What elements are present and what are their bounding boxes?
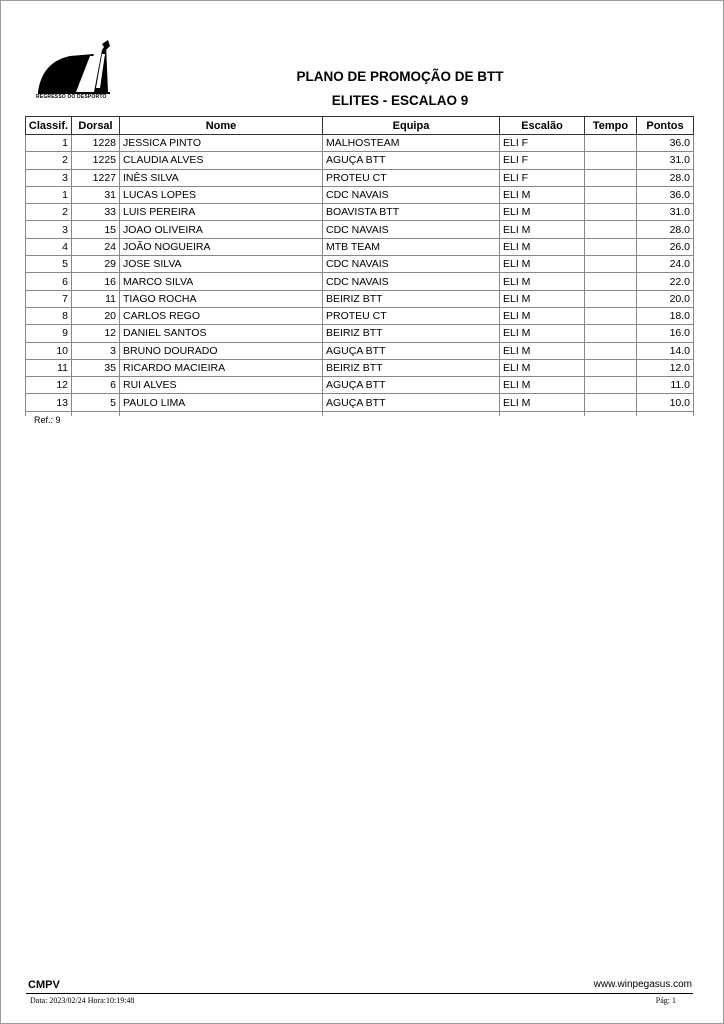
- footer-divider: [26, 993, 693, 994]
- cell-equipa: AGUÇA BTT: [323, 394, 500, 411]
- results-body: [26, 135, 694, 416]
- cell-equipa: BEIRIZ BTT: [323, 325, 500, 342]
- column-header-escalao: Escalão: [500, 117, 585, 135]
- cell-escalao: ELI M: [500, 186, 585, 203]
- cell-pontos: 22.0: [637, 273, 694, 290]
- cell-dorsal: 1225: [72, 152, 120, 169]
- organization-logo: [36, 40, 114, 102]
- cell-pontos: 12.0: [637, 359, 694, 376]
- cell-dorsal: 20: [72, 307, 120, 324]
- column-header-pontos: Pontos: [637, 117, 694, 135]
- cell-tempo: [585, 290, 637, 307]
- cell-escalao: ELI M: [500, 394, 585, 411]
- cell-nome: JOAO OLIVEIRA: [120, 221, 323, 238]
- cell-classif: 7: [26, 290, 72, 307]
- cell-escalao: ELI F: [500, 152, 585, 169]
- cell-classif: 12: [26, 377, 72, 394]
- table-row: [26, 325, 694, 342]
- cell-nome: JOÃO NOGUEIRA: [120, 238, 323, 255]
- cell-nome: CLAUDIA ALVES: [120, 152, 323, 169]
- cell-equipa: AGUÇA BTT: [323, 152, 500, 169]
- cell-dorsal: 35: [72, 359, 120, 376]
- table-row: [26, 273, 694, 290]
- cell-pontos: 26.0: [637, 238, 694, 255]
- cell-pontos: 10.0: [637, 394, 694, 411]
- cell-escalao: ELI M: [500, 204, 585, 221]
- column-header-tempo: Tempo: [585, 117, 637, 135]
- cell-dorsal: 3: [72, 342, 120, 359]
- cell-tempo: [585, 135, 637, 152]
- footer-website: www.winpegasus.com: [593, 979, 692, 990]
- results-table: [25, 116, 694, 416]
- cell-nome: TIAGO ROCHA: [120, 290, 323, 307]
- cell-classif: 3: [26, 169, 72, 186]
- cell-classif: 2: [26, 204, 72, 221]
- cell-escalao: ELI M: [500, 238, 585, 255]
- cell-escalao: ELI M: [500, 342, 585, 359]
- column-header-dorsal: Dorsal: [72, 117, 120, 135]
- cell-escalao: ELI M: [500, 359, 585, 376]
- cell-dorsal: 33: [72, 204, 120, 221]
- table-row: [26, 394, 694, 411]
- cell-equipa: CDC NAVAIS: [323, 221, 500, 238]
- cell-tempo: [585, 359, 637, 376]
- cell-nome: PAULO LIMA: [120, 394, 323, 411]
- cell-equipa: BEIRIZ BTT: [323, 359, 500, 376]
- cell-tempo: [585, 256, 637, 273]
- cell-classif: 1: [26, 186, 72, 203]
- cell-equipa: MALHOSTEAM: [323, 135, 500, 152]
- cell-equipa: MTB TEAM: [323, 238, 500, 255]
- cell-equipa: BOAVISTA BTT: [323, 204, 500, 221]
- cell-pontos: 31.0: [637, 204, 694, 221]
- cell-dorsal: 1228: [72, 135, 120, 152]
- filler-cell: [500, 411, 585, 416]
- cell-equipa: PROTEU CT: [323, 307, 500, 324]
- cell-escalao: ELI M: [500, 307, 585, 324]
- cell-escalao: ELI M: [500, 273, 585, 290]
- cell-pontos: 20.0: [637, 290, 694, 307]
- cell-tempo: [585, 204, 637, 221]
- table-row: [26, 135, 694, 152]
- column-header-nome: Nome: [120, 117, 323, 135]
- cell-equipa: AGUÇA BTT: [323, 342, 500, 359]
- cell-nome: JESSICA PINTO: [120, 135, 323, 152]
- cell-classif: 10: [26, 342, 72, 359]
- cell-equipa: CDC NAVAIS: [323, 186, 500, 203]
- cell-equipa: PROTEU CT: [323, 169, 500, 186]
- table-row: [26, 377, 694, 394]
- cell-classif: 11: [26, 359, 72, 376]
- table-row: [26, 238, 694, 255]
- cell-pontos: 36.0: [637, 186, 694, 203]
- table-row: [26, 221, 694, 238]
- cell-escalao: ELI F: [500, 169, 585, 186]
- cell-pontos: 36.0: [637, 135, 694, 152]
- cell-nome: JOSE SILVA: [120, 256, 323, 273]
- column-header-classif: Classif.: [26, 117, 72, 135]
- cell-classif: 5: [26, 256, 72, 273]
- cell-escalao: ELI M: [500, 325, 585, 342]
- cell-classif: 2: [26, 152, 72, 169]
- cell-dorsal: 5: [72, 394, 120, 411]
- cell-escalao: ELI M: [500, 221, 585, 238]
- cell-pontos: 18.0: [637, 307, 694, 324]
- cell-nome: DANIEL SANTOS: [120, 325, 323, 342]
- cell-tempo: [585, 377, 637, 394]
- table-row: [26, 342, 694, 359]
- cell-escalao: ELI M: [500, 377, 585, 394]
- filler-cell: [323, 411, 500, 416]
- cell-nome: RUI ALVES: [120, 377, 323, 394]
- cell-equipa: BEIRIZ BTT: [323, 290, 500, 307]
- cell-tempo: [585, 186, 637, 203]
- cell-dorsal: 12: [72, 325, 120, 342]
- cell-dorsal: 29: [72, 256, 120, 273]
- cell-equipa: CDC NAVAIS: [323, 256, 500, 273]
- table-row: [26, 307, 694, 324]
- filler-cell: [72, 411, 120, 416]
- cell-equipa: AGUÇA BTT: [323, 377, 500, 394]
- cell-dorsal: 11: [72, 290, 120, 307]
- reference-number: Ref.: 9: [34, 415, 61, 425]
- cell-classif: 8: [26, 307, 72, 324]
- filler-cell: [637, 411, 694, 416]
- table-row: [26, 359, 694, 376]
- cell-tempo: [585, 325, 637, 342]
- cell-dorsal: 6: [72, 377, 120, 394]
- filler-cell: [585, 411, 637, 416]
- document-subtitle: ELITES - ESCALAO 9: [331, 93, 469, 108]
- cell-nome: MARCO SILVA: [120, 273, 323, 290]
- cell-pontos: 28.0: [637, 221, 694, 238]
- cell-tempo: [585, 221, 637, 238]
- cell-nome: CARLOS REGO: [120, 307, 323, 324]
- footer-organizer: CMPV: [28, 979, 60, 991]
- cell-classif: 6: [26, 273, 72, 290]
- cell-dorsal: 31: [72, 186, 120, 203]
- table-filler-row: [26, 411, 694, 416]
- cell-tempo: [585, 307, 637, 324]
- cell-tempo: [585, 342, 637, 359]
- cell-equipa: CDC NAVAIS: [323, 273, 500, 290]
- column-header-equipa: Equipa: [323, 117, 500, 135]
- table-row: [26, 152, 694, 169]
- cell-dorsal: 24: [72, 238, 120, 255]
- cell-dorsal: 1227: [72, 169, 120, 186]
- cell-escalao: ELI M: [500, 290, 585, 307]
- cell-dorsal: 16: [72, 273, 120, 290]
- logo-caption: REGRESSO DO DESPORTO: [36, 94, 107, 100]
- cell-classif: 9: [26, 325, 72, 342]
- table-row: [26, 290, 694, 307]
- cell-nome: BRUNO DOURADO: [120, 342, 323, 359]
- cell-nome: LUCAS LOPES: [120, 186, 323, 203]
- cell-tempo: [585, 394, 637, 411]
- cell-classif: 4: [26, 238, 72, 255]
- cell-pontos: 31.0: [637, 152, 694, 169]
- cell-pontos: 14.0: [637, 342, 694, 359]
- cell-nome: RICARDO MACIEIRA: [120, 359, 323, 376]
- cell-tempo: [585, 238, 637, 255]
- cell-nome: INÊS SILVA: [120, 169, 323, 186]
- cell-tempo: [585, 273, 637, 290]
- document-title: PLANO DE PROMOÇÃO DE BTT: [296, 69, 504, 84]
- cell-escalao: ELI M: [500, 256, 585, 273]
- table-row: [26, 256, 694, 273]
- cell-tempo: [585, 152, 637, 169]
- filler-cell: [120, 411, 323, 416]
- cell-classif: 1: [26, 135, 72, 152]
- cell-pontos: 24.0: [637, 256, 694, 273]
- cell-pontos: 28.0: [637, 169, 694, 186]
- table-row: [26, 186, 694, 203]
- table-header-row: [26, 117, 694, 135]
- cell-dorsal: 15: [72, 221, 120, 238]
- footer-date-time: Data: 2023/02/24 Hora:10:19:48: [30, 996, 135, 1005]
- cell-nome: LUIS PEREIRA: [120, 204, 323, 221]
- footer-page-number: Pág: 1: [655, 996, 676, 1005]
- table-row: [26, 204, 694, 221]
- cell-pontos: 11.0: [637, 377, 694, 394]
- table-row: [26, 169, 694, 186]
- cell-classif: 13: [26, 394, 72, 411]
- cell-escalao: ELI F: [500, 135, 585, 152]
- cell-pontos: 16.0: [637, 325, 694, 342]
- cell-classif: 3: [26, 221, 72, 238]
- cell-tempo: [585, 169, 637, 186]
